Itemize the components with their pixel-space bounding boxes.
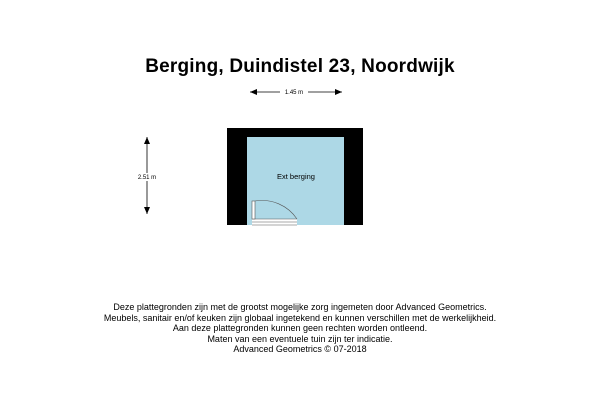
width-dimension <box>250 88 342 96</box>
disclaimer-line: Aan deze plattegronden kunnen geen rechten worden ontleend. <box>172 323 428 333</box>
width-dimension-label: 1.45 m <box>284 90 304 96</box>
room-label: Ext berging <box>277 172 315 181</box>
disclaimer-line: Deze plattegronden zijn met de grootst mogelijke zorg ingemeten door Advanced Geometrics. <box>113 302 487 312</box>
door-opening <box>252 219 297 227</box>
disclaimer <box>0 302 600 355</box>
disclaimer-line: Maten van een eventuele tuin zijn ter indicatie. <box>207 333 393 344</box>
room-ext-berging <box>247 137 344 225</box>
door-leaf <box>252 201 255 219</box>
height-dimension <box>133 137 161 214</box>
disclaimer-line: Meubels, sanitair en/of keuken zijn globaal ingetekend en kunnen verschillen met de werkelijkheid. <box>103 312 497 323</box>
plan-title: Berging, Duindistel 23, Noordwijk <box>145 56 455 77</box>
height-dimension-label: 2.51 m <box>137 175 157 181</box>
disclaimer-line: Advanced Geometrics © 07-2018 <box>233 344 367 354</box>
